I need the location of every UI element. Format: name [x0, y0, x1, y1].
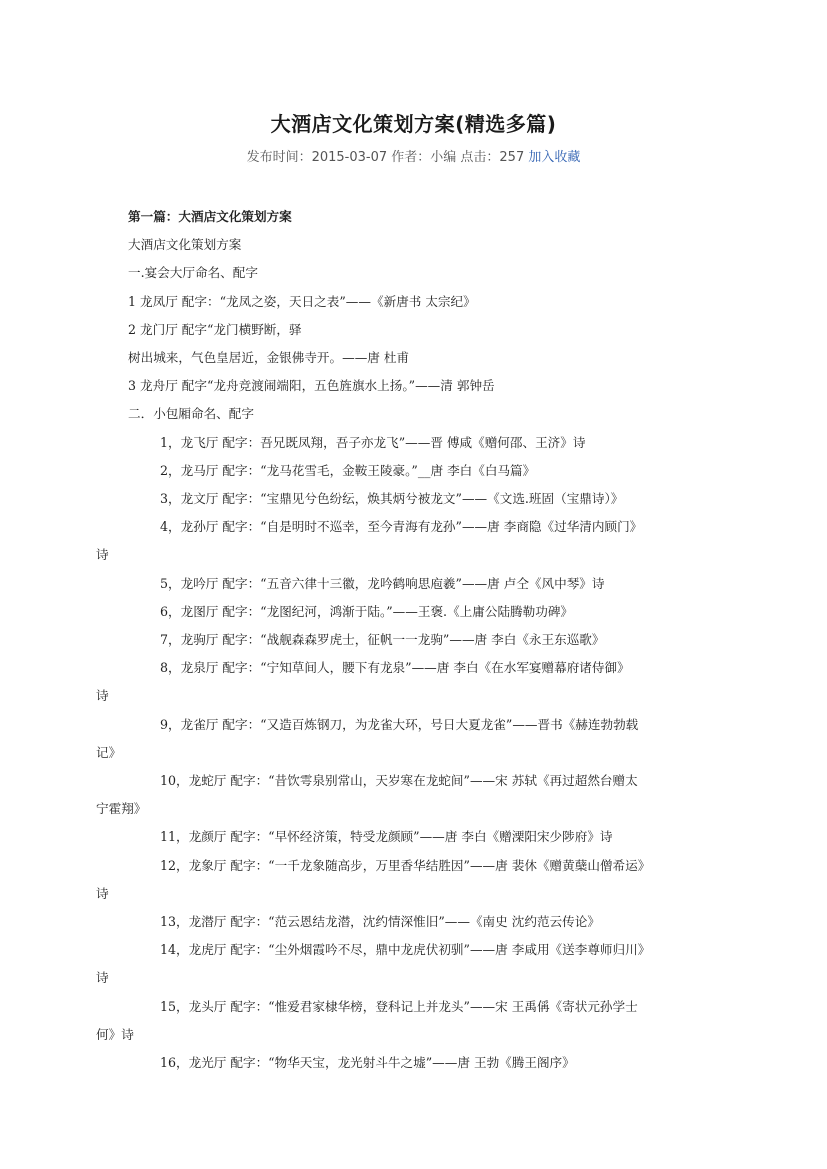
text-line: 3 龙舟厅 配字“龙舟竞渡闹端阳，五色旌旗水上扬。”——清 郭钟岳	[128, 378, 495, 394]
text-line: 1，龙飞厅 配字：吾兄既凤翔，吾子亦龙飞”——晋 傅咸《赠何邵、王济》诗	[160, 434, 586, 450]
text-line: 记》	[96, 744, 122, 760]
text-line: 7，龙驹厅 配字：“战舰森森罗虎士，征帆一一龙驹”——唐 李白《永王东巡歌》	[160, 632, 605, 648]
text-line: 10，龙蛇厅 配字：“昔饮雩泉别常山，天岁寒在龙蛇间”——宋 苏轼《再过超然台赠太	[160, 773, 638, 789]
add-favorite-link[interactable]: 加入收藏	[528, 150, 581, 165]
text-line: 诗	[96, 970, 109, 986]
subsection-heading: 二．小包厢命名、配字	[128, 406, 254, 422]
text-line: 诗	[96, 688, 109, 704]
text-line: 5，龙吟厅 配字：“五音六律十三徽，龙吟鹤响思庖羲”——唐 卢仝《风中琴》诗	[160, 575, 605, 591]
text-line: 6，龙图厅 配字：“龙图纪河，鸿渐于陆。”——王褒.《上庸公陆腾勒功碑》	[160, 603, 574, 619]
text-line: 9，龙雀厅 配字：“又造百炼钢刀，为龙雀大环，号日大夏龙雀”——晋书《赫连勃勃载	[160, 716, 639, 732]
text-line: 16，龙光厅 配字：“物华天宝，龙光射斗牛之墟”——唐 王勃《腾王阁序》	[160, 1055, 575, 1071]
text-line: 诗	[96, 885, 109, 901]
text-line: 何》诗	[96, 1026, 134, 1042]
text-line: 2 龙门厅 配字“龙门横野断，驿	[128, 321, 302, 337]
text-line: 11，龙颜厅 配字：“早怀经济策，特受龙颜顾”——唐 李白《赠溧阳宋少陟府》诗	[160, 829, 613, 845]
text-line: 2，龙马厅 配字：“龙马花雪毛，金鞍王陵豪。”__唐 李白《白马篇》	[160, 462, 536, 478]
article-meta	[0, 146, 827, 165]
text-line: 12，龙象厅 配字：“一千龙象随高步，万里香华结胜因”——唐 裴休《赠黄蘖山僧希运》	[160, 857, 651, 873]
text-line: 4，龙孙厅 配字：“自是明时不巡幸，至今青海有龙孙”——唐 李商隐《过华清内顾门》	[160, 519, 643, 535]
text-line: 3，龙文厅 配字：“宝鼎见兮色纷纭，焕其炳兮被龙文”——《文选.班固（宝鼎诗）》	[160, 491, 624, 507]
text-line: 树出城来，气色皇居近，金银佛寺开。——唐 杜甫	[128, 350, 410, 366]
page-title: 大酒店文化策划方案(精选多篇)	[270, 112, 557, 136]
publish-info: 发布时间：2015-03-07 作者：小编 点击：257	[246, 150, 525, 165]
text-line: 13，龙潜厅 配字：“范云恩结龙潜，沈约情深惟旧”——《南史 沈约范云传论》	[160, 914, 600, 930]
text-line: 8，龙泉厅 配字：“宁知草间人，腰下有龙泉”——唐 李白《在水军宴赠幕府诸侍御》	[160, 660, 630, 676]
text-line: 大酒店文化策划方案	[128, 237, 242, 253]
section-heading: 第一篇：大酒店文化策划方案	[128, 209, 292, 224]
article-body	[96, 203, 703, 1077]
text-line: 1 龙凤厅 配字：“龙凤之姿，天日之表”——《新唐书 太宗纪》	[128, 293, 476, 309]
text-line: 诗	[96, 547, 109, 563]
text-line: 14，龙虎厅 配字：“尘外烟霞吟不尽，鼎中龙虎伏初驯”——唐 李咸用《送李尊师归川》	[160, 942, 651, 958]
text-line: 15，龙头厅 配字：“惟爱君家棣华榜，登科记上并龙头”——宋 王禹偁《寄状元孙学士	[160, 998, 638, 1014]
subsection-heading: 一.宴会大厅命名、配字	[128, 265, 258, 281]
text-line: 宁霍翔》	[96, 801, 147, 817]
